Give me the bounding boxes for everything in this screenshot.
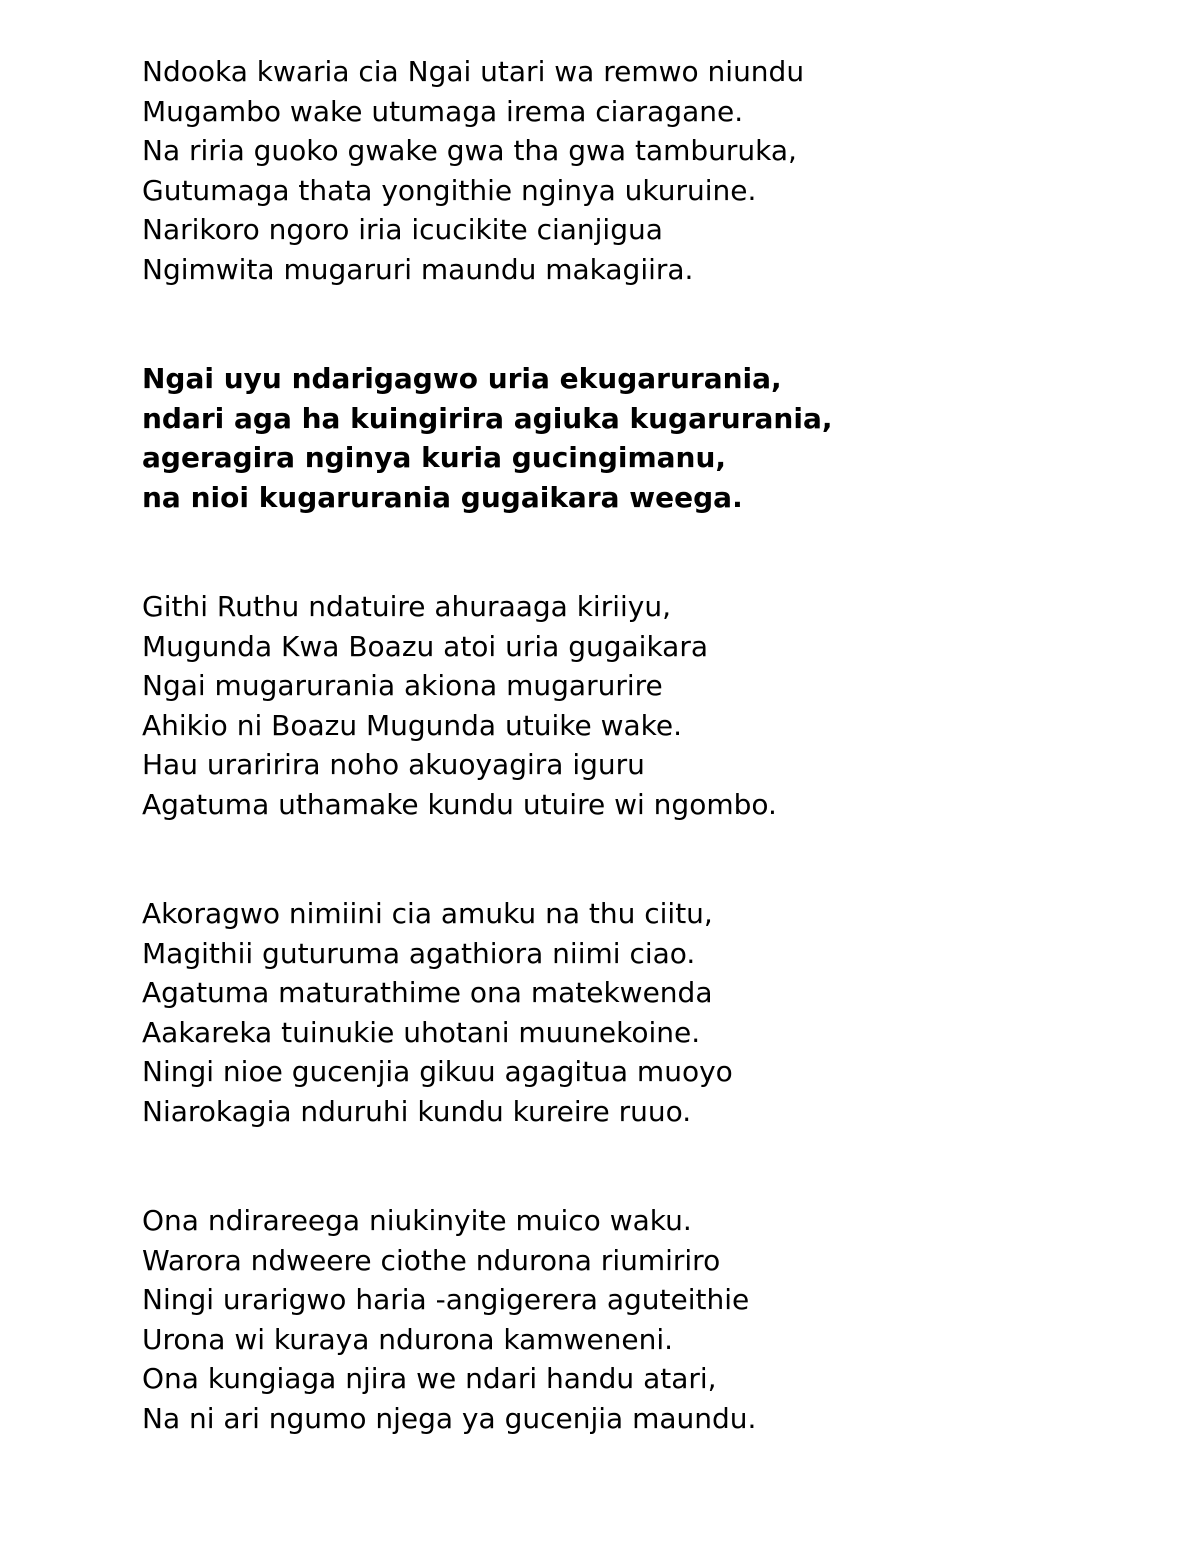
- poem-line: Gutumaga thata yongithie nginya ukuruine.: [142, 173, 757, 207]
- poem-line: Na riria guoko gwake gwa tha gwa tamburuka,: [142, 134, 797, 167]
- poem-line: Urona wi kuraya ndurona kamweneni.: [142, 1322, 674, 1356]
- poem-line: Agatuma maturathime ona matekwenda: [142, 976, 713, 1009]
- poem-line: Ndooka kwaria cia Ngai utari wa remwo niundu: [142, 55, 805, 88]
- poem-line: Mugambo wake utumaga irema ciaragane.: [142, 94, 744, 128]
- stanza-3: [142, 587, 1142, 824]
- poem-line: Ngai mugarurania akiona mugarurire: [142, 669, 663, 702]
- poem-line: Githi Ruthu ndatuire ahuraaga kiriiyu,: [142, 590, 671, 623]
- chorus-line: ageragira nginya kuria gucingimanu,: [142, 441, 727, 474]
- poem-line: Ngimwita mugaruri maundu makagiira.: [142, 252, 694, 286]
- poem-line: Ona ndirareega niukinyite muico waku.: [142, 1204, 692, 1237]
- poem-line: Mugunda Kwa Boazu atoi uria gugaikara: [142, 629, 708, 663]
- poem-line: Na ni ari ngumo njega ya gucenjia maundu.: [142, 1401, 757, 1435]
- poem-line: Ningi urarigwo haria -angigerera aguteithie: [142, 1283, 750, 1316]
- poem-line: Magithii guturuma agathiora niimi ciao.: [142, 936, 696, 970]
- chorus-stanza: [142, 359, 1142, 517]
- chorus-line: Ngai uyu ndarigagwo uria ekugarurania,: [142, 362, 782, 395]
- poem-line: Ningi nioe gucenjia gikuu agagitua muoyo: [142, 1055, 733, 1088]
- poem-line: Agatuma uthamake kundu utuire wi ngombo.: [142, 787, 777, 821]
- stanza-5: [142, 1201, 1142, 1438]
- stanza-1: [142, 52, 1142, 289]
- chorus-line: na nioi kugarurania gugaikara weega.: [142, 480, 743, 514]
- poem-line: Ahikio ni Boazu Mugunda utuike wake.: [142, 708, 682, 742]
- stanza-4: [142, 894, 1142, 1131]
- poem-line: Niarokagia nduruhi kundu kureire ruuo.: [142, 1094, 692, 1128]
- poem-line: Ona kungiaga njira we ndari handu atari,: [142, 1362, 717, 1395]
- poem-line: Akoragwo nimiini cia amuku na thu ciitu,: [142, 897, 713, 930]
- chorus-line: ndari aga ha kuingirira agiuka kugarurania,: [142, 401, 833, 435]
- poem-line: Narikoro ngoro iria icucikite cianjigua: [142, 213, 663, 246]
- poem-line: Aakareka tuinukie uhotani muunekoine.: [142, 1015, 701, 1049]
- poem-line: Warora ndweere ciothe ndurona riumiriro: [142, 1243, 721, 1277]
- poem-line: Hau uraririra noho akuoyagira iguru: [142, 748, 645, 781]
- document-page: [142, 52, 1142, 1438]
